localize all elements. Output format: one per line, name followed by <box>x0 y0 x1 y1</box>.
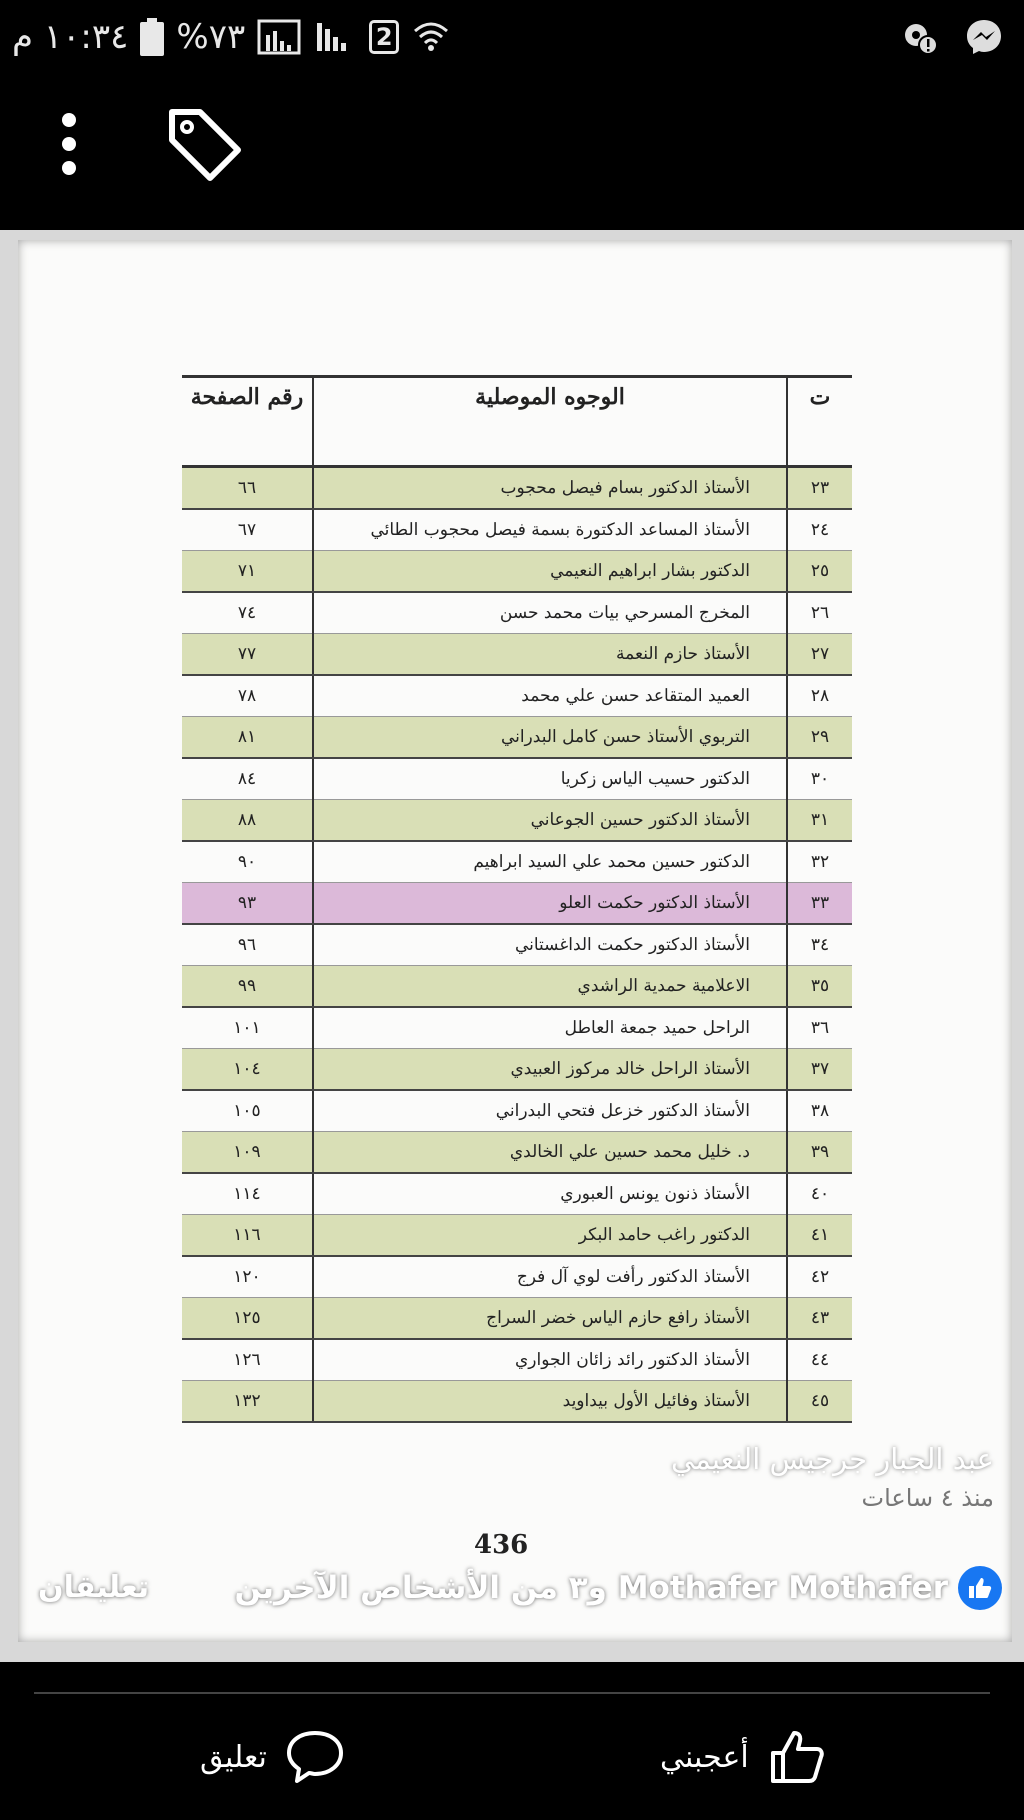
cell-page: ١٣٢ <box>182 1381 313 1423</box>
cell-seq: ٣٥ <box>787 966 852 1008</box>
like-button[interactable] <box>660 1722 827 1792</box>
table-row <box>182 1381 852 1423</box>
cell-seq: ٣٩ <box>787 1132 852 1174</box>
table-row <box>182 467 852 510</box>
cell-seq: ٣٧ <box>787 1049 852 1091</box>
cell-name: الأستاذ وفائيل الأول بيداويد <box>313 1381 787 1423</box>
cell-name: الاعلامية حمدية الراشدي <box>313 966 787 1008</box>
cell-page: ٨١ <box>182 717 313 759</box>
cell-page: ٧٧ <box>182 634 313 676</box>
like-label: أعجبني <box>660 1739 749 1775</box>
post-info <box>671 1442 994 1512</box>
cell-seq: ٤٤ <box>787 1339 852 1381</box>
cell-name: الأستاذ ذنون يونس العبوري <box>313 1173 787 1215</box>
post-author[interactable]: عبد الجبار جرجيس النعيمي <box>670 1442 994 1476</box>
cell-page: ٩٩ <box>182 966 313 1008</box>
table-row <box>182 966 852 1008</box>
cell-name: المخرج المسرحي بيات محمد حسن <box>313 592 787 634</box>
comments-count[interactable]: تعليقان <box>38 1570 150 1605</box>
cell-name: الأستاذ الدكتور حسين الجوعاني <box>313 800 787 842</box>
settings-alert-icon <box>900 17 940 57</box>
cell-name: الأستاذ الدكتور خزعل فتحي البدراني <box>313 1090 787 1132</box>
cell-seq: ٤٣ <box>787 1298 852 1340</box>
cell-seq: ٣٠ <box>787 758 852 800</box>
scanned-page <box>18 240 1012 1642</box>
cell-page: ١٠١ <box>182 1007 313 1049</box>
cell-seq: ٣١ <box>787 800 852 842</box>
table-header <box>182 377 852 467</box>
cell-name: الدكتور بشار ابراهيم النعيمي <box>313 551 787 593</box>
table-row <box>182 509 852 551</box>
table-row <box>182 634 852 676</box>
cell-name: د. خليل محمد حسين علي الخالدي <box>313 1132 787 1174</box>
table-row <box>182 758 852 800</box>
battery-percent: %٧٣ <box>176 17 246 57</box>
cell-page: ١١٦ <box>182 1215 313 1257</box>
cell-page: ٧٤ <box>182 592 313 634</box>
comment-label: تعليق <box>200 1739 267 1775</box>
cell-page: ١١٤ <box>182 1173 313 1215</box>
cell-page: ٦٦ <box>182 467 313 510</box>
cell-name: الدكتور راغب حامد البكر <box>313 1215 787 1257</box>
table-row <box>182 924 852 966</box>
table-row <box>182 1339 852 1381</box>
cell-seq: ٣٦ <box>787 1007 852 1049</box>
cell-name: الأستاذ الدكتور حكمت العلو <box>313 883 787 925</box>
cell-name: الأستاذ الدكتور رأفت لوي آل فرج <box>313 1256 787 1298</box>
comment-icon <box>285 1727 345 1787</box>
table-row <box>182 1132 852 1174</box>
cell-seq: ٣٣ <box>787 883 852 925</box>
cell-page: ١٢٦ <box>182 1339 313 1381</box>
post-time: منذ ٤ ساعات <box>861 1484 994 1512</box>
table-row <box>182 1090 852 1132</box>
cell-name: الأستاذ الدكتور بسام فيصل محجوب <box>313 467 787 510</box>
cell-page: ٨٨ <box>182 800 313 842</box>
more-options-icon[interactable] <box>46 108 92 180</box>
tag-icon[interactable] <box>164 104 244 184</box>
status-left <box>12 14 451 60</box>
cell-seq: ٢٩ <box>787 717 852 759</box>
signal-icon-2 <box>313 19 357 55</box>
clock: ١٠:٣٤ م <box>12 17 129 57</box>
header-seq: ت <box>787 377 852 467</box>
messenger-icon <box>964 17 1004 57</box>
cell-seq: ٢٣ <box>787 467 852 510</box>
cell-name: الأستاذ رافع حازم الياس خضر السراج <box>313 1298 787 1340</box>
cell-page: ٩٦ <box>182 924 313 966</box>
cell-name: الدكتور حسين محمد علي السيد ابراهيم <box>313 841 787 883</box>
table-row <box>182 1215 852 1257</box>
cell-name: الأستاذ الدكتور حكمت الداغستاني <box>313 924 787 966</box>
cell-seq: ٢٧ <box>787 634 852 676</box>
table-row <box>182 675 852 717</box>
sim-slot-badge: 2 <box>369 20 399 54</box>
cell-page: ١٠٩ <box>182 1132 313 1174</box>
cell-page: ٩٠ <box>182 841 313 883</box>
cell-page: ٦٧ <box>182 509 313 551</box>
cell-name: الأستاذ الراحل خالد مركوز العبيدي <box>313 1049 787 1091</box>
cell-seq: ٢٥ <box>787 551 852 593</box>
cell-name: الدكتور حسيب الياس زكريا <box>313 758 787 800</box>
reactions-summary[interactable] <box>234 1566 1002 1610</box>
cell-name: الأستاذ المساعد الدكتورة بسمة فيصل محجوب الطائي <box>313 509 787 551</box>
status-right <box>900 14 1004 60</box>
header-name: الوجوه الموصلية <box>313 377 787 467</box>
table-row <box>182 883 852 925</box>
cell-seq: ٤٢ <box>787 1256 852 1298</box>
cell-name: التربوي الأستاذ حسن كامل البدراني <box>313 717 787 759</box>
table-row <box>182 841 852 883</box>
cell-page: ١٢٠ <box>182 1256 313 1298</box>
index-table <box>182 375 852 1423</box>
cell-seq: ٢٤ <box>787 509 852 551</box>
cell-page: ١٢٥ <box>182 1298 313 1340</box>
cell-name: الأستاذ الدكتور رائد زائان الجواري <box>313 1339 787 1381</box>
comment-button[interactable] <box>200 1722 345 1792</box>
cell-name: العميد المتقاعد حسن علي محمد <box>313 675 787 717</box>
table-row <box>182 1173 852 1215</box>
cell-page: ٧٨ <box>182 675 313 717</box>
cell-page: ١٠٥ <box>182 1090 313 1132</box>
table-row <box>182 1007 852 1049</box>
status-bar <box>0 0 1024 76</box>
cell-seq: ٤١ <box>787 1215 852 1257</box>
cell-seq: ٢٨ <box>787 675 852 717</box>
header-page: رقم الصفحة <box>182 377 313 467</box>
table-row <box>182 592 852 634</box>
cell-name: الراحل حميد جمعة العاطل <box>313 1007 787 1049</box>
cell-page: ٧١ <box>182 551 313 593</box>
cell-seq: ٢٦ <box>787 592 852 634</box>
cell-seq: ٣٤ <box>787 924 852 966</box>
wifi-icon <box>411 17 451 57</box>
table-row <box>182 800 852 842</box>
cell-seq: ٤٥ <box>787 1381 852 1423</box>
table-row <box>182 1049 852 1091</box>
battery-icon <box>140 18 164 56</box>
cell-page: ١٠٤ <box>182 1049 313 1091</box>
like-badge-icon <box>958 1566 1002 1610</box>
cell-page: ٩٣ <box>182 883 313 925</box>
cell-page: ٨٤ <box>182 758 313 800</box>
table-row <box>182 1298 852 1340</box>
reactions-text: Mothafer Mothafer و٣ من الأشخاص الآخرين <box>234 1570 948 1606</box>
cell-name: الأستاذ حازم النعمة <box>313 634 787 676</box>
action-divider <box>34 1692 990 1694</box>
table-row <box>182 551 852 593</box>
table-row <box>182 717 852 759</box>
photo-viewer[interactable] <box>0 230 1024 1662</box>
cell-seq: ٣٢ <box>787 841 852 883</box>
signal-icon <box>257 19 301 55</box>
cell-seq: ٤٠ <box>787 1173 852 1215</box>
thumbs-up-icon <box>767 1727 827 1787</box>
cell-seq: ٣٨ <box>787 1090 852 1132</box>
table-row <box>182 1256 852 1298</box>
page-number: 436 <box>474 1530 529 1560</box>
table-body <box>182 467 852 1423</box>
